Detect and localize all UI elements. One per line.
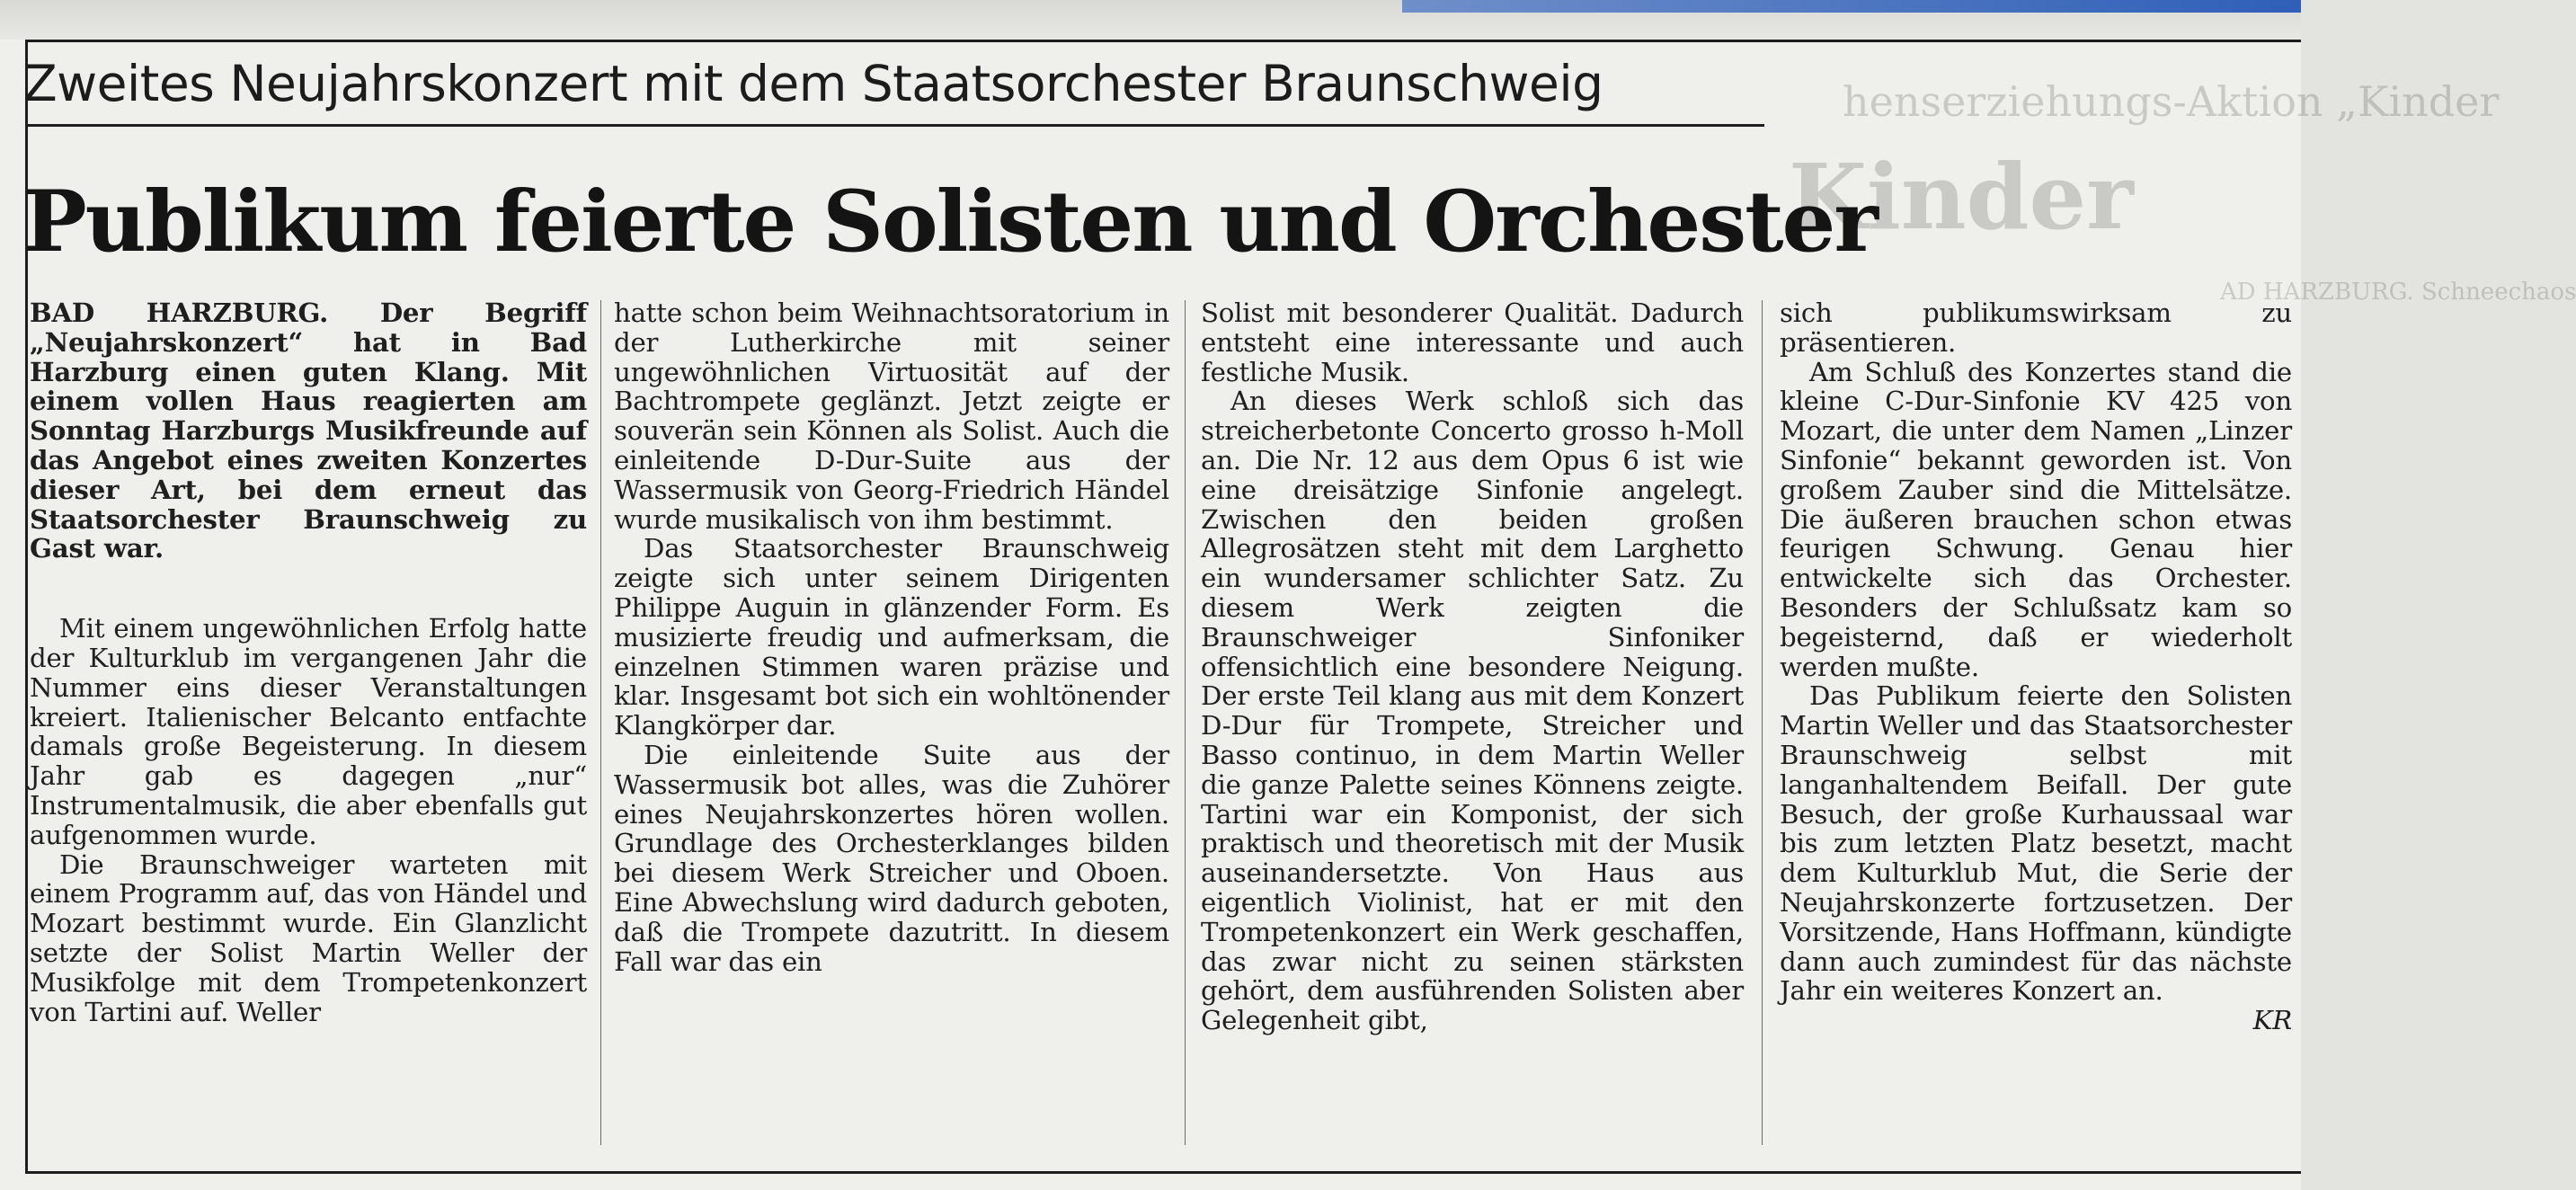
kicker-underline	[25, 124, 1764, 127]
paragraph: An dieses Werk schloß sich das streicherbetonte Concerto grosso h-Moll an. Die Nr. 12 aus dem Opus 6 ist wie eine dreisätzige Sinfonie angelegt. Zwischen den beiden großen Allegrosätzen steht mit dem Larghetto ein wundersamer schlichter Satz. Zu diesem Werk zeigten die Braunschweiger Sinfoniker offensichtlich eine besondere Neigung. Der erste Teil klang aus mit dem Konzert D-Dur für Trompete, Streicher und Basso continuo, in dem Martin Weller die ganze Palette seines Könnens zeigte. Tartini war ein Komponist, der sich praktisch und theoretisch mit der Musik auseinandersetzte. Von Haus aus eigentlich Violinist, hat er mit den Trompetenkonzert ein Werk geschaffen, das zwar nicht zu seinen stärksten gehört, dem ausführenden Solisten aber Gelegenheit gibt,	[1201, 386, 1744, 1036]
text-column-2	[614, 298, 1169, 1161]
paragraph: Mit einem ungewöhnlichen Erfolg hatte der Kulturklub im vergangenen Jahr die Nummer eins dieser Veranstaltungen kreiert. Italienischer Belcanto entfachte damals große Begeisterung. In diesem Jahr gab es dagegen „nur“ Instrumentalmusik, die aber ebenfalls gut aufgenommen wurde.	[30, 613, 587, 850]
paragraph: Die Braunschweiger warteten mit einem Programm auf, das von Händel und Mozart bestimmt wurde. Ein Glanzlicht setzte der Solist Martin Weller der Musikfolge mit dem Trompetenkonzert von Tartini auf. Weller	[30, 848, 587, 1027]
paragraph: Das Staatsorchester Braunschweig zeigte sich unter seinem Dirigenten Philippe Auguin in glänzender Form. Es musizierte freudig und aufmerksam, die einzelnen Stimmen waren präzise und klar. Insgesamt bot sich ein wohltönender Klangkörper dar.	[614, 533, 1169, 742]
article-kicker: Zweites Neujahrskonzert mit dem Staatsorchester Braunschweig	[23, 55, 1603, 112]
bleed-line-1: henserziehungs-Aktion „Kinder	[1843, 77, 2500, 126]
blue-edge-strip	[1402, 0, 2301, 13]
paragraph-continued: Solist mit besonderer Qualität. Dadurch entsteht eine interessante und auch festliche Musik.	[1201, 298, 1744, 387]
bleed-line-3: AD HARZBURG. Schneechaos	[2220, 279, 2576, 306]
paragraph-continued: hatte schon beim Weihnachtsoratorium in der Lutherkirche mit seiner ungewöhnlichen Virtuosität auf der Bachtrompete geglänzt. Jetzt zeigte er souverän sein Können als Solist. Auch die einleitende D-Dur-Suite aus der Wassermusik von Georg-Friedrich Händel wurde musikalisch von ihm bestimmt.	[614, 298, 1169, 535]
paragraph: Das Publikum feierte den Solisten Martin Weller und das Staatsorchester Braunschweig selbst mit langanhaltendem Beifall. Der gute Besuch, der große Kurhaussaal war bis zum letzten Platz besetzt, macht dem Kulturklub Mut, die Serie der Neujahrskonzerte fortzusetzen. Der Vorsitzende, Hans Hoffmann, kündigte dann auch zumindest für das nächste Jahr ein weiteres Konzert an.	[1780, 680, 2292, 1007]
column-divider	[600, 300, 601, 1145]
column-divider	[1762, 300, 1763, 1145]
column-divider	[1185, 300, 1186, 1145]
text-column-1	[30, 298, 587, 1161]
text-column-4	[1780, 298, 2292, 1161]
paragraph-continued: sich publikumswirksam zu präsentieren.	[1780, 298, 2292, 358]
author-signature: KR	[2252, 1005, 2292, 1036]
article-lead: BAD HARZBURG. Der Begriff „Neujahrskonzert“ hat in Bad Harzburg einen guten Klang. Mit einem vollen Haus reagierten am Sonntag Harzburgs Musikfreunde auf das Angebot eines zweiten Konzertes dieser Art, bei dem erneut das Staatsorchester Braunschweig zu Gast war.	[30, 298, 587, 564]
paragraph: Die einleitende Suite aus der Wassermusik bot alles, was die Zuhörer eines Neujahrskonzertes hören wollen. Grundlage des Orchesterklanges bilden bei diesem Werk Streicher und Oboen. Eine Abwechslung wird dadurch geboten, daß die Trompete dazutritt. In diesem Fall war das ein	[614, 739, 1169, 977]
text-column-3	[1201, 298, 1744, 1161]
bleed-line-2: Kinder	[1789, 144, 2134, 250]
article-headline: Publikum feierte Solisten und Orchester	[23, 173, 1877, 271]
paragraph: Am Schluß des Konzertes stand die kleine C-Dur-Sinfonie KV 425 von Mozart, die unter dem Namen „Linzer Sinfonie“ bekannt geworden ist. Von großem Zauber sind die Mittelsätze. Die äußeren brauchen schon etwas feurigen Schwung. Genau hier entwickelte sich das Orchester. Besonders der Schlußsatz kam so begeisternd, daß er wiederholt werden mußte.	[1780, 356, 2292, 682]
